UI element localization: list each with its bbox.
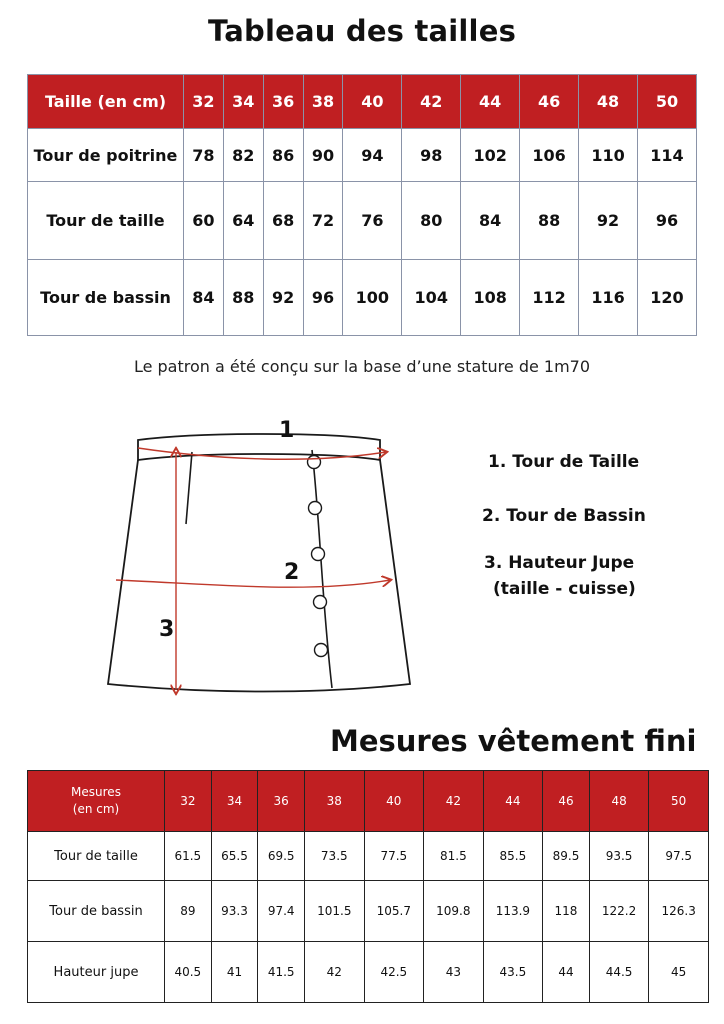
table-row <box>28 832 709 881</box>
table-cell: 89.5 <box>543 832 590 881</box>
stature-note: Le patron a été conçu sur la base d’une stature de 1m70 <box>133 357 591 376</box>
table-cell: 92 <box>263 260 303 336</box>
table-cell: 41.5 <box>258 942 305 1003</box>
size-header-cell: 50 <box>637 75 696 129</box>
size-header-cell: 36 <box>258 771 305 832</box>
size-header-cell: 34 <box>223 75 263 129</box>
table-cell: 42 <box>305 942 365 1003</box>
marker-2-label: 2 <box>284 560 300 585</box>
table-cell: 92 <box>579 182 638 260</box>
table-cell: 112 <box>520 260 579 336</box>
table-cell: 45 <box>649 942 709 1003</box>
table-cell: 81.5 <box>424 832 484 881</box>
table-cell: 44 <box>543 942 590 1003</box>
table-cell: 106 <box>520 129 579 182</box>
legend-item-skirt-length: 3. Hauteur Jupe <box>484 553 635 573</box>
finished-measurements-table <box>27 770 709 1003</box>
table-cell: 78 <box>184 129 224 182</box>
legend-item-hip: 2. Tour de Bassin <box>482 506 646 526</box>
table-cell: 93.5 <box>589 832 649 881</box>
size-header-cell: 46 <box>543 771 590 832</box>
size-header-cell: 46 <box>520 75 579 129</box>
table-cell: 94 <box>343 129 402 182</box>
table-cell: 65.5 <box>211 832 258 881</box>
row-label: Tour de bassin <box>28 881 165 942</box>
table-cell: 105.7 <box>364 881 424 942</box>
size-header-cell: 38 <box>305 771 365 832</box>
table-cell: 86 <box>263 129 303 182</box>
skirt-diagram <box>100 412 430 712</box>
table-cell: 76 <box>343 182 402 260</box>
table-cell: 43.5 <box>483 942 543 1003</box>
table-cell: 93.3 <box>211 881 258 942</box>
table-cell: 96 <box>303 260 343 336</box>
table-cell: 73.5 <box>305 832 365 881</box>
table-cell: 116 <box>579 260 638 336</box>
table-cell: 42.5 <box>364 942 424 1003</box>
size-header-cell: 42 <box>424 771 484 832</box>
size-header-cell: 48 <box>579 75 638 129</box>
size-header-cell: 36 <box>263 75 303 129</box>
size-header-row <box>28 75 697 129</box>
finished-header-label <box>28 771 165 832</box>
table-row <box>28 260 697 336</box>
header-label-line2: (en cm) <box>72 802 120 816</box>
table-cell: 102 <box>461 129 520 182</box>
size-header-cell: 44 <box>461 75 520 129</box>
table-cell: 77.5 <box>364 832 424 881</box>
size-header-cell: 40 <box>364 771 424 832</box>
size-header-cell: 44 <box>483 771 543 832</box>
size-header-cell: 34 <box>211 771 258 832</box>
table-cell: 82 <box>223 129 263 182</box>
table-cell: 69.5 <box>258 832 305 881</box>
table-cell: 72 <box>303 182 343 260</box>
page-title: Tableau des tailles <box>207 14 517 48</box>
table-cell: 118 <box>543 881 590 942</box>
table-cell: 96 <box>637 182 696 260</box>
size-header-cell: 32 <box>165 771 212 832</box>
table-cell: 80 <box>402 182 461 260</box>
row-label: Tour de bassin <box>28 260 184 336</box>
table-row <box>28 942 709 1003</box>
header-label-line1: Mesures <box>71 785 121 799</box>
size-header-cell: 38 <box>303 75 343 129</box>
table-cell: 89 <box>165 881 212 942</box>
section-title-finished: Mesures vêtement fini <box>330 724 697 758</box>
table-cell: 104 <box>402 260 461 336</box>
table-cell: 109.8 <box>424 881 484 942</box>
marker-1-label: 1 <box>279 418 295 443</box>
table-row <box>28 881 709 942</box>
table-cell: 43 <box>424 942 484 1003</box>
table-cell: 40.5 <box>165 942 212 1003</box>
table-cell: 41 <box>211 942 258 1003</box>
row-label: Tour de taille <box>28 832 165 881</box>
size-header-cell: 32 <box>184 75 224 129</box>
row-label: Tour de poitrine <box>28 129 184 182</box>
table-cell: 120 <box>637 260 696 336</box>
table-row <box>28 182 697 260</box>
table-cell: 84 <box>184 260 224 336</box>
table-cell: 44.5 <box>589 942 649 1003</box>
size-header-label: Taille (en cm) <box>28 75 184 129</box>
table-cell: 64 <box>223 182 263 260</box>
table-cell: 114 <box>637 129 696 182</box>
table-cell: 108 <box>461 260 520 336</box>
table-cell: 110 <box>579 129 638 182</box>
table-cell: 88 <box>223 260 263 336</box>
skirt-illustration <box>100 412 430 712</box>
table-cell: 100 <box>343 260 402 336</box>
table-cell: 97.4 <box>258 881 305 942</box>
size-chart-table <box>27 74 697 336</box>
table-cell: 88 <box>520 182 579 260</box>
size-header-cell: 48 <box>589 771 649 832</box>
size-header-cell: 40 <box>343 75 402 129</box>
table-cell: 85.5 <box>483 832 543 881</box>
finished-header-row <box>28 771 709 832</box>
row-label: Tour de taille <box>28 182 184 260</box>
table-cell: 90 <box>303 129 343 182</box>
row-label: Hauteur jupe <box>28 942 165 1003</box>
size-header-cell: 42 <box>402 75 461 129</box>
table-cell: 60 <box>184 182 224 260</box>
legend-item-skirt-length-note: (taille - cuisse) <box>493 579 636 599</box>
table-row <box>28 129 697 182</box>
table-cell: 126.3 <box>649 881 709 942</box>
table-cell: 101.5 <box>305 881 365 942</box>
table-cell: 122.2 <box>589 881 649 942</box>
table-cell: 84 <box>461 182 520 260</box>
table-cell: 113.9 <box>483 881 543 942</box>
marker-3-label: 3 <box>159 617 175 642</box>
table-cell: 98 <box>402 129 461 182</box>
size-header-cell: 50 <box>649 771 709 832</box>
table-cell: 97.5 <box>649 832 709 881</box>
table-cell: 68 <box>263 182 303 260</box>
table-cell: 61.5 <box>165 832 212 881</box>
legend-item-waist: 1. Tour de Taille <box>488 452 640 472</box>
